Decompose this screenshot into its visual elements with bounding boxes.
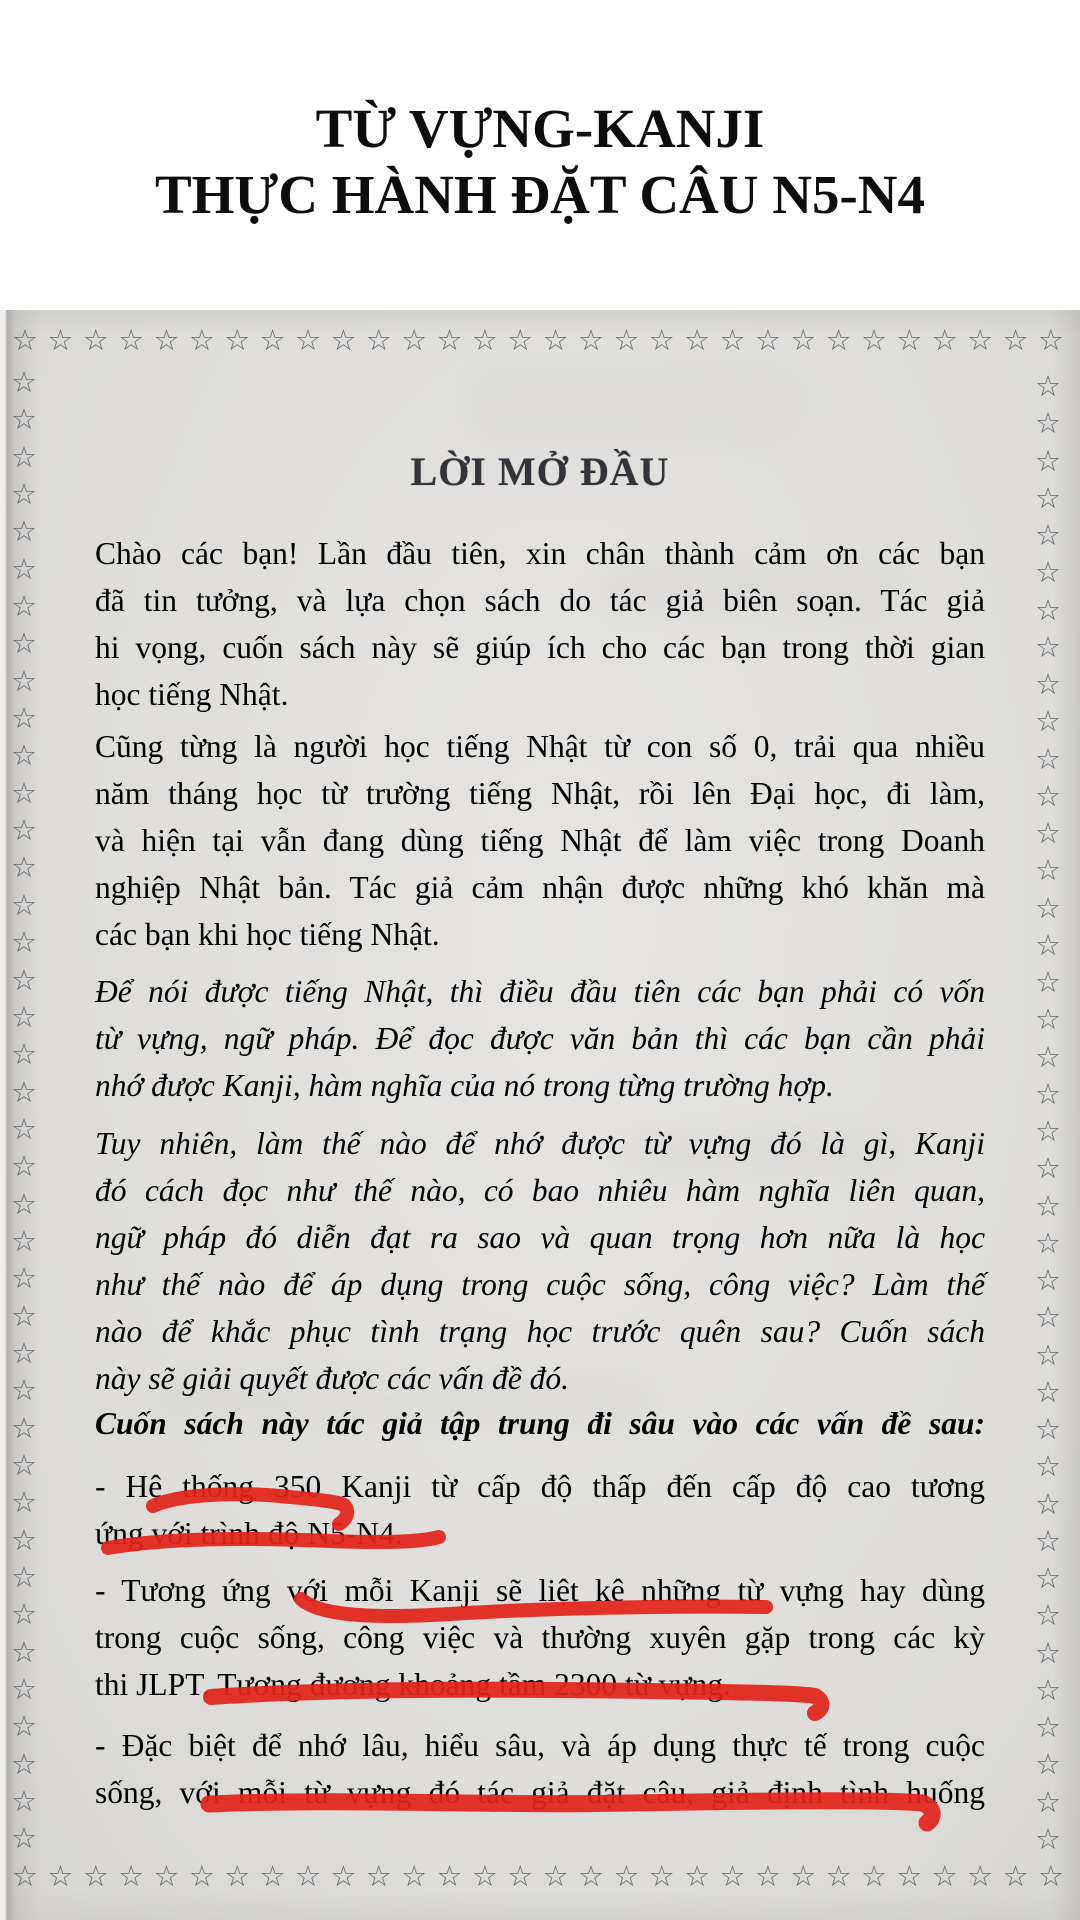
star-icon: ☆: [684, 1859, 711, 1893]
star-icon: ☆: [1035, 1747, 1061, 1782]
star-icon: ☆: [754, 1859, 781, 1893]
star-icon: ☆: [401, 323, 428, 357]
text-line: ngữ pháp đó diễn đạt ra sao và quan trọng hơn nữa là học: [95, 1220, 985, 1255]
book-title: [0, 96, 1080, 228]
star-icon: ☆: [11, 925, 37, 960]
star-icon: ☆: [1035, 1598, 1061, 1633]
star-icon: ☆: [11, 477, 37, 512]
text-line: năm tháng học từ trường tiếng Nhật, rồi lên Đại học, đi làm,: [95, 776, 985, 811]
text-line: Để nói được tiếng Nhật, thì điều đầu tiên các bạn phải có vốn: [95, 974, 985, 1009]
star-icon: ☆: [11, 1634, 37, 1669]
text-line: trong cuộc sống, công việc và thường xuyên gặp trong các kỳ: [95, 1620, 985, 1655]
star-icon: ☆: [754, 323, 781, 357]
star-icon: ☆: [224, 1859, 251, 1893]
star-icon: ☆: [1002, 323, 1029, 357]
star-icon: ☆: [153, 1859, 180, 1893]
text-line: Chào các bạn! Lần đầu tiên, xin chân thành cảm ơn các bạn: [95, 536, 985, 571]
star-icon: ☆: [11, 962, 37, 997]
star-icon: ☆: [11, 738, 37, 773]
text-line: các bạn khi học tiếng Nhật.: [95, 917, 440, 952]
star-icon: ☆: [1035, 629, 1061, 664]
star-icon: ☆: [1035, 1300, 1061, 1335]
star-icon: ☆: [1035, 1151, 1061, 1186]
text-line: nghiệp Nhật bản. Tác giả cảm nhận được những khó khăn mà: [95, 870, 985, 905]
text-line: thi JLPT. Tương đương khoảng tầm 2300 từ vựng.: [95, 1667, 731, 1702]
star-icon: ☆: [648, 1859, 675, 1893]
star-icon: ☆: [648, 323, 675, 357]
star-border-top: [12, 323, 1064, 357]
star-icon: ☆: [1035, 1225, 1061, 1260]
paragraph: [95, 723, 985, 958]
star-icon: ☆: [719, 323, 746, 357]
star-icon: ☆: [12, 1859, 38, 1893]
star-icon: ☆: [1035, 1374, 1061, 1409]
star-icon: ☆: [118, 323, 145, 357]
preface-heading: LỜI MỞ ĐẦU: [410, 449, 670, 494]
text-line: Tuy nhiên, làm thế nào để nhớ được từ vựng đó là gì, Kanji: [95, 1126, 985, 1161]
star-icon: ☆: [401, 1859, 428, 1893]
text-line: - Hệ thống 350 Kanji từ cấp độ thấp đến cấp độ cao tương: [95, 1469, 985, 1504]
star-icon: ☆: [11, 1709, 37, 1744]
star-icon: ☆: [188, 1859, 215, 1893]
star-icon: ☆: [825, 1859, 852, 1893]
star-icon: ☆: [1035, 1076, 1061, 1111]
text-line: Cũng từng là người học tiếng Nhật từ con số 0, trải qua nhiều: [95, 729, 985, 764]
star-icon: ☆: [365, 323, 392, 357]
star-icon: ☆: [11, 551, 37, 586]
text-line: - Đặc biệt để nhớ lâu, hiểu sâu, và áp dụng thực tế trong cuộc: [95, 1728, 985, 1763]
star-icon: ☆: [12, 323, 38, 357]
star-icon: ☆: [11, 365, 37, 399]
star-icon: ☆: [1035, 1486, 1061, 1521]
star-icon: ☆: [11, 1784, 37, 1819]
text-line: hi vọng, cuốn sách này sẽ giúp ích cho các bạn trong thời gian: [95, 630, 985, 665]
star-icon: ☆: [11, 887, 37, 922]
star-border-left: [8, 365, 40, 1856]
star-icon: ☆: [1035, 1002, 1061, 1037]
star-icon: ☆: [1035, 1672, 1061, 1707]
star-icon: ☆: [790, 323, 817, 357]
star-icon: ☆: [11, 1186, 37, 1221]
paragraph: [95, 1722, 985, 1816]
star-icon: ☆: [259, 1859, 286, 1893]
star-icon: ☆: [330, 1859, 357, 1893]
star-icon: ☆: [11, 999, 37, 1034]
star-icon: ☆: [471, 323, 498, 357]
star-icon: ☆: [1035, 1039, 1061, 1074]
star-icon: ☆: [118, 1859, 145, 1893]
star-icon: ☆: [1035, 480, 1061, 515]
star-icon: ☆: [1035, 592, 1061, 627]
star-icon: ☆: [11, 1485, 37, 1520]
star-icon: ☆: [1035, 667, 1061, 701]
text-line: nào để khắc phục tình trạng học trước quên sau? Cuốn sách: [95, 1314, 985, 1349]
star-icon: ☆: [365, 1859, 392, 1893]
star-icon: ☆: [153, 323, 180, 357]
paragraph: [95, 1567, 985, 1708]
text-line: từ vựng, ngữ pháp. Để đọc được văn bản thì các bạn cần phải: [95, 1021, 985, 1056]
star-icon: ☆: [507, 1859, 534, 1893]
star-icon: ☆: [11, 663, 37, 698]
star-icon: ☆: [11, 1298, 37, 1333]
text-line: học tiếng Nhật.: [95, 677, 289, 712]
star-icon: ☆: [790, 1859, 817, 1893]
star-icon: ☆: [436, 323, 463, 357]
star-icon: ☆: [11, 1821, 37, 1856]
star-icon: ☆: [47, 323, 74, 357]
star-icon: ☆: [1035, 406, 1061, 441]
star-icon: ☆: [11, 1261, 37, 1296]
star-icon: ☆: [1002, 1859, 1029, 1893]
star-icon: ☆: [931, 1859, 958, 1893]
star-icon: ☆: [931, 323, 958, 357]
star-icon: ☆: [1035, 1635, 1061, 1670]
text-line: và hiện tại vẫn đang dùng tiếng Nhật để làm việc trong Doanh: [95, 823, 985, 858]
star-icon: ☆: [1035, 927, 1061, 962]
text-line: sống, với mỗi từ vựng đó tác giả đặt câu, giả định tình huống: [95, 1775, 985, 1810]
star-border-right: [1032, 369, 1064, 1856]
star-icon: ☆: [613, 1859, 640, 1893]
star-icon: ☆: [1035, 1561, 1061, 1595]
star-icon: ☆: [11, 589, 37, 624]
star-icon: ☆: [542, 323, 569, 357]
star-icon: ☆: [578, 1859, 604, 1893]
star-icon: ☆: [436, 1859, 463, 1893]
star-icon: ☆: [1035, 1523, 1061, 1558]
star-icon: ☆: [719, 1859, 746, 1893]
paragraph: [95, 968, 985, 1109]
star-icon: ☆: [1035, 1337, 1061, 1372]
paragraph: [95, 530, 985, 718]
star-icon: ☆: [11, 701, 37, 736]
star-icon: ☆: [825, 323, 852, 357]
text-line: Cuốn sách này tác giả tập trung đi sâu vào các vấn đề sau:: [95, 1406, 985, 1441]
paragraph: [95, 1120, 985, 1402]
star-icon: ☆: [259, 323, 286, 357]
star-icon: ☆: [1035, 890, 1061, 925]
star-icon: ☆: [1035, 741, 1061, 776]
star-icon: ☆: [1037, 1859, 1064, 1893]
star-icon: ☆: [861, 323, 887, 357]
text-line: ứng với trình độ N5-N4.: [95, 1516, 403, 1551]
star-icon: ☆: [1035, 1821, 1061, 1856]
star-icon: ☆: [507, 323, 534, 357]
star-icon: ☆: [11, 439, 37, 474]
star-icon: ☆: [1035, 1114, 1061, 1148]
star-icon: ☆: [1035, 555, 1061, 590]
star-icon: ☆: [613, 323, 640, 357]
book-title-line2: THỰC HÀNH ĐẶT CÂU N5-N4: [155, 164, 925, 225]
star-icon: ☆: [1035, 369, 1061, 403]
star-icon: ☆: [11, 813, 37, 848]
text-line: đó cách đọc như thế nào, có bao nhiêu hàm nghĩa liên quan,: [95, 1173, 985, 1208]
star-icon: ☆: [188, 323, 215, 357]
book-title-line1: TỪ VỰNG-KANJI: [315, 98, 765, 159]
star-icon: ☆: [11, 1560, 37, 1594]
star-icon: ☆: [11, 1597, 37, 1632]
star-icon: ☆: [11, 1746, 37, 1781]
star-icon: ☆: [896, 1859, 923, 1893]
star-icon: ☆: [1035, 965, 1061, 999]
star-icon: ☆: [1035, 704, 1061, 739]
star-icon: ☆: [11, 1410, 37, 1445]
star-icon: ☆: [11, 402, 37, 437]
star-icon: ☆: [11, 1373, 37, 1408]
star-icon: ☆: [1035, 518, 1061, 552]
paragraph: [95, 1463, 985, 1557]
star-icon: ☆: [967, 1859, 994, 1893]
text-line: như thế nào để áp dụng trong cuộc sống, công việc? Làm thế: [95, 1267, 985, 1302]
text-line: - Tương ứng với mỗi Kanji sẽ liệt kê những từ vựng hay dùng: [95, 1573, 985, 1608]
star-icon: ☆: [11, 626, 37, 661]
star-icon: ☆: [471, 1859, 498, 1893]
star-icon: ☆: [11, 1522, 37, 1557]
star-icon: ☆: [224, 323, 251, 357]
star-icon: ☆: [11, 1111, 37, 1146]
star-icon: ☆: [1035, 1710, 1061, 1744]
star-icon: ☆: [11, 1149, 37, 1184]
star-icon: ☆: [11, 514, 37, 549]
paragraph: [95, 1400, 985, 1447]
star-icon: ☆: [1035, 1263, 1061, 1297]
star-icon: ☆: [1035, 1412, 1061, 1446]
star-icon: ☆: [967, 323, 994, 357]
star-icon: ☆: [11, 1074, 37, 1109]
star-icon: ☆: [896, 323, 923, 357]
star-icon: ☆: [1035, 1449, 1061, 1484]
star-icon: ☆: [1035, 1188, 1061, 1223]
text-line: nhớ được Kanji, hàm nghĩa của nó trong từng trường hợp.: [95, 1068, 834, 1103]
star-icon: ☆: [11, 1223, 37, 1258]
star-icon: ☆: [295, 323, 321, 357]
star-icon: ☆: [1035, 443, 1061, 478]
star-icon: ☆: [11, 1335, 37, 1370]
star-icon: ☆: [578, 323, 604, 357]
scanned-page: [0, 310, 1080, 1920]
text-line: đã tin tưởng, và lựa chọn sách do tác giả biên soạn. Tác giả: [95, 583, 985, 618]
star-icon: ☆: [684, 323, 711, 357]
star-icon: ☆: [11, 1672, 37, 1707]
star-icon: ☆: [82, 1859, 109, 1893]
star-icon: ☆: [11, 850, 37, 885]
text-line: này sẽ giải quyết được các vấn đề đó.: [95, 1361, 569, 1396]
star-border-bottom: [12, 1859, 1064, 1893]
star-icon: ☆: [861, 1859, 887, 1893]
star-icon: ☆: [330, 323, 357, 357]
star-icon: ☆: [1035, 1784, 1061, 1819]
star-icon: ☆: [1037, 323, 1064, 357]
star-icon: ☆: [82, 323, 109, 357]
star-icon: ☆: [1035, 816, 1061, 850]
star-icon: ☆: [1035, 853, 1061, 888]
star-icon: ☆: [1035, 778, 1061, 813]
star-icon: ☆: [11, 1447, 37, 1482]
star-icon: ☆: [542, 1859, 569, 1893]
star-icon: ☆: [295, 1859, 321, 1893]
star-icon: ☆: [11, 1037, 37, 1072]
star-icon: ☆: [47, 1859, 74, 1893]
bleed-through: [470, 370, 800, 440]
star-icon: ☆: [11, 775, 37, 810]
